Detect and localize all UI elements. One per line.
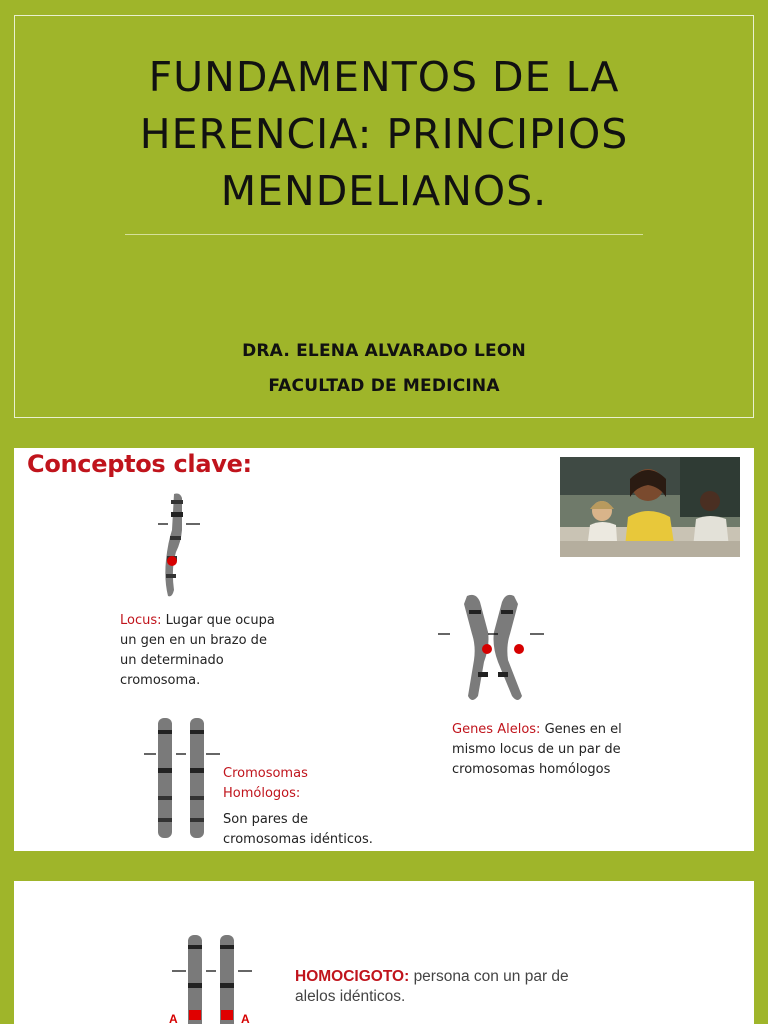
title-line-3: MENDELIANOS. — [220, 167, 548, 215]
homologous-term-block — [223, 764, 308, 804]
alleles-text-3: cromosomas homólogos — [452, 762, 611, 777]
allele-marker-right — [514, 644, 524, 654]
locus-text-4: cromosoma. — [120, 673, 201, 688]
locus-term: Locus: — [120, 613, 162, 628]
title-slide — [14, 15, 754, 418]
allele-label-right: A — [241, 1012, 250, 1024]
title-line-1: FUNDAMENTOS DE LA — [148, 53, 620, 101]
homozygote-definition — [295, 967, 569, 1007]
allele-box-right — [221, 1010, 233, 1020]
alleles-text-2: mismo locus de un par de — [452, 742, 621, 757]
homologous-text-1: Son pares de — [223, 812, 309, 827]
locus-definition — [120, 611, 275, 691]
allele-marker-left — [482, 644, 492, 654]
homologous-term-2: Homólogos: — [223, 786, 301, 801]
allele-box-left — [189, 1010, 201, 1020]
locus-text-3: un determinado — [120, 653, 224, 668]
slide-heading: Conceptos clave: — [27, 450, 252, 478]
locus-marker — [167, 556, 177, 566]
alleles-chromosome-image — [432, 588, 552, 708]
homologous-term-1: Cromosomas — [223, 766, 308, 781]
homozygote-text-1: persona con un par de — [413, 968, 569, 985]
title-divider — [125, 234, 643, 235]
classroom-photo — [560, 457, 740, 557]
homologous-text-2: cromosomas idénticos. — [223, 832, 373, 847]
locus-text-1: Lugar que ocupa — [165, 613, 275, 628]
title-line-2: HERENCIA: PRINCIPIOS — [139, 110, 629, 158]
locus-text-2: un gen en un brazo de — [120, 633, 267, 648]
author-name: DRA. ELENA ALVARADO LEON — [242, 341, 526, 361]
alleles-text-1: Genes en el — [544, 722, 622, 737]
concepts-slide — [14, 448, 754, 851]
alleles-definition — [452, 720, 622, 780]
homozygote-text-2: alelos idénticos. — [295, 988, 406, 1005]
homozygote-slide — [14, 881, 754, 1024]
slide-title — [15, 49, 753, 220]
homozygote-term: HOMOCIGOTO: — [295, 968, 410, 985]
locus-chromosome-image — [154, 490, 224, 605]
alleles-term: Genes Alelos: — [452, 722, 541, 737]
faculty-name: FACULTAD DE MEDICINA — [268, 376, 500, 396]
homologous-definition — [223, 810, 373, 850]
allele-label-left: A — [169, 1012, 178, 1024]
